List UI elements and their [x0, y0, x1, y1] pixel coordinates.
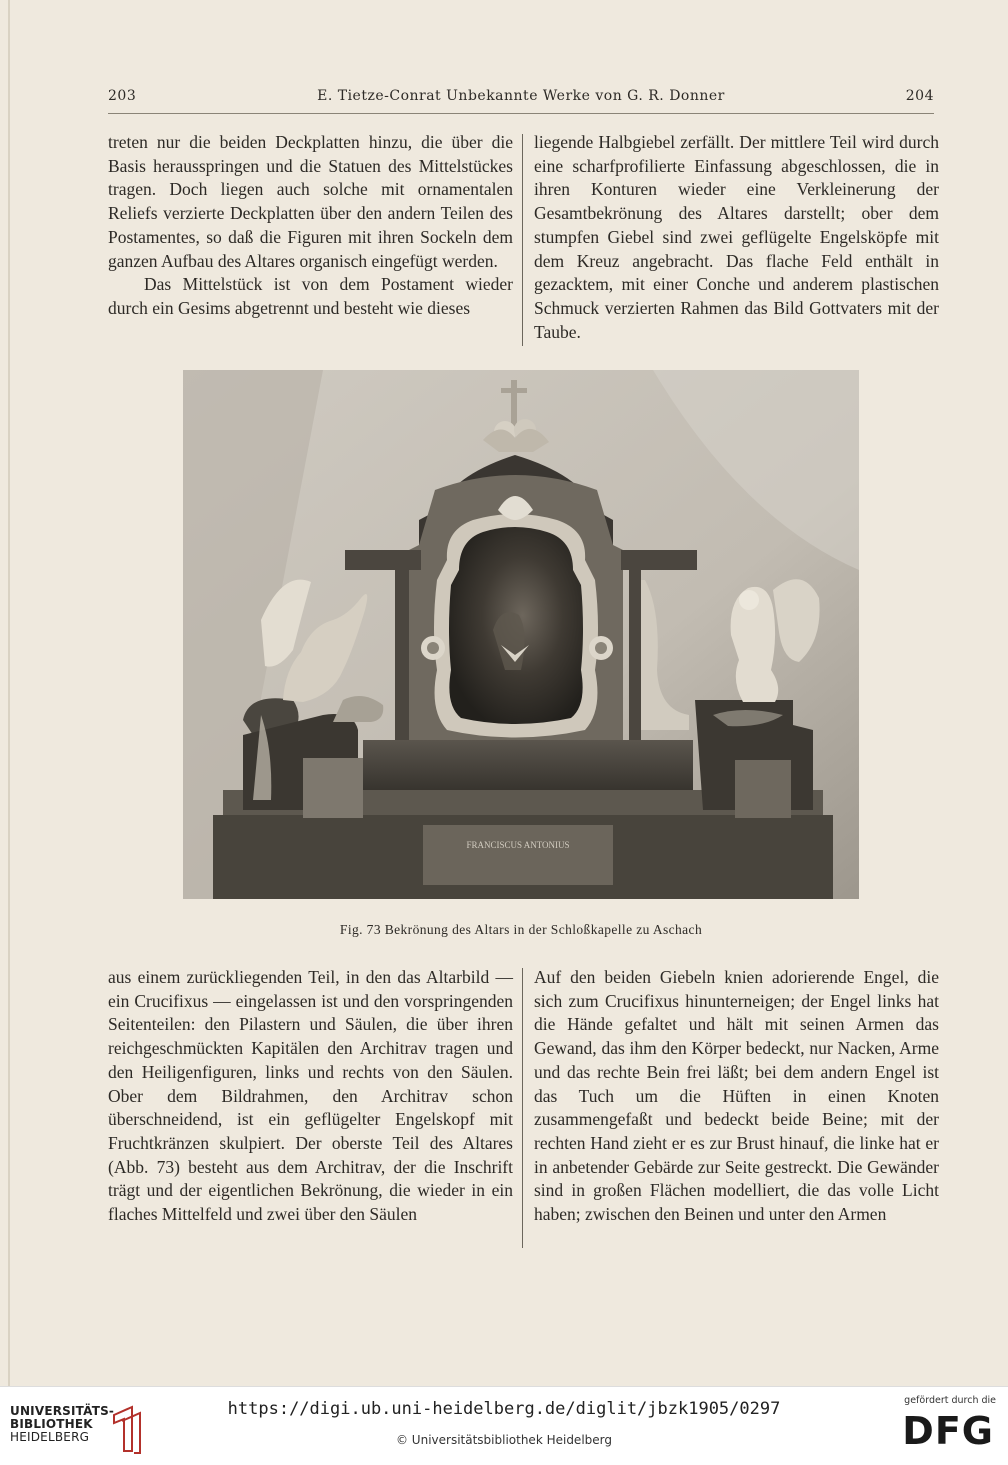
column-rule: [522, 968, 523, 1248]
copyright-notice: © Universitätsbibliothek Heidelberg: [395, 1433, 612, 1447]
scan-edge: [8, 0, 10, 1386]
column-rule: [522, 134, 523, 346]
funder-name: DFG: [902, 1409, 994, 1453]
bottom-right-column: [534, 966, 939, 1227]
page-number-right: 204: [905, 88, 934, 104]
altar-photo-drawing: [183, 370, 859, 899]
paragraph: treten nur die beiden Deckplatten hinzu, die über die Basis herausspringen und die Statuen des Mittelstückes tragen. Doch liegen auch solche mit ornamentalen Reliefs verzierte Deckplatten über den andern Teilen des Postamentes, so daß die Figuren mit ihren Sockeln dem ganzen Aufbau des Altares organisch eingefügt werden.: [108, 132, 513, 271]
top-left-column: [108, 131, 513, 321]
funder-logo[interactable]: [886, 1395, 996, 1459]
library-name-line: UNIVERSITÄTS-: [10, 1404, 115, 1418]
header-rule: [108, 113, 934, 114]
library-name-line: HEIDELBERG: [10, 1430, 90, 1444]
paragraph: Das Mittelstück ist von dem Postament wieder durch ein Gesims abgetrennt und besteht wie dieses: [108, 274, 513, 318]
running-title: E. Tietze-Conrat Unbekannte Werke von G. R. Donner: [317, 88, 725, 104]
top-right-column: [534, 131, 939, 344]
viewer-footer: [0, 1386, 1008, 1465]
library-name-line: BIBLIOTHEK: [10, 1417, 93, 1431]
running-header: [108, 88, 934, 112]
permalink-url[interactable]: https://digi.ub.uni-heidelberg.de/diglit/jbzk1905/0297: [227, 1399, 781, 1419]
inscription: FRANCISCUS ANTONIUS: [466, 840, 570, 850]
paragraph: liegende Halbgiebel zerfällt. Der mittlere Teil wird durch eine scharfprofilierte Einfassung abgeschlossen, die in ihren Konturen wieder eine Verkleinerung der Gesamtbekrönung des Altares darstellt; ober dem stumpfen Giebel sind zwei geflügelte Engelsköpfe mit dem Kreuz angebracht. Das flache Feld enthält in gezacktem, mit einer Conche und anderem plastischen Schmuck verzierten Rahmen das Bild Gottvaters mit der Taube.: [534, 132, 939, 342]
paragraph: Auf den beiden Giebeln knien adorierende Engel, die sich zum Crucifixus hinunterneigen; der Engel links hat die Hände gefaltet und hält mit seinen Armen das Gewand, das ihm den Körper bedeckt, nur Nacken, Arme und das rechte Bein frei läßt; bei dem andern Engel ist das Tuch um die Hüften in einen Knoten zusammengefaßt und bedeckt beide Beine; mit der rechten Hand zieht er es zur Brust hinauf, die linke hat er in anbetender Gebärde zur Seite gestreckt. Die Gewänder sind in großen Flächen modelliert, die das volle Licht haben; zwischen den Beinen und unter den Armen: [534, 967, 939, 1225]
funding-note: gefördert durch die: [904, 1395, 996, 1406]
page-number-left: 203: [108, 88, 137, 104]
bottom-left-column: [108, 966, 513, 1227]
figure-caption: Fig. 73 Bekrönung des Altars in der Schloßkapelle zu Aschach: [339, 922, 703, 937]
altar-photograph: [183, 370, 859, 899]
paragraph: aus einem zurückliegenden Teil, in den das Altarbild — ein Crucifixus — eingelassen ist und den vorspringenden Seitenteilen: den Pilastern und Säulen, die über ihren reichgeschmückten Kapitälen den Architrav tragen und den Heiligenfiguren, links und rechts von den Säulen. Ober dem Bildrahmen, den Architrav schon überschneidend, ist ein geflügelter Engelskopf mit Fruchtkränzen skulpiert. Der oberste Teil des Altares (Abb. 73) besteht aus dem Architrav, der die Inschrift trägt und der eigentlichen Bekrönung, die wieder in ein flaches Mittelfeld und zwei über den Säulen: [108, 967, 513, 1225]
